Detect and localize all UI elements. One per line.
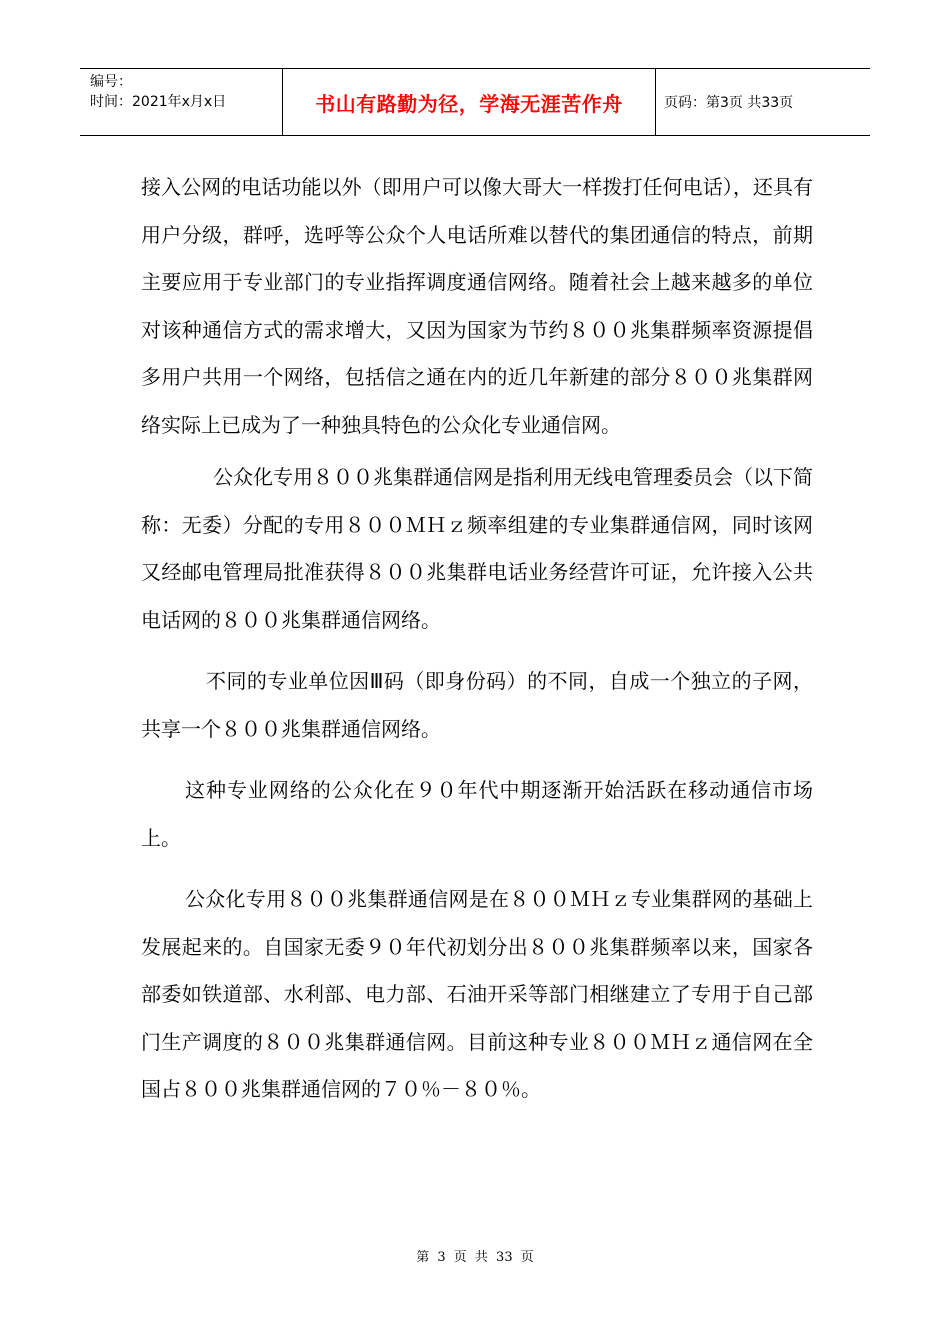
header-motto: 书山有路勤为径，学海无涯苦作舟 <box>315 91 623 116</box>
footer-page-number: 第 3 页 共 33 页 <box>416 1250 534 1265</box>
document-date: 时间：2021年x月x日 <box>90 94 227 110</box>
header-motto-cell <box>283 69 656 135</box>
header-page-info: 页码：第3页 共33页 <box>664 95 794 111</box>
header-table <box>80 68 870 136</box>
paragraph: 公众化专用８００兆集群通信网是在８００ＭＨｚ专业集群网的基础上发展起来的。自国家无委９０年代初划分出８００兆集群频率以来，国家各部委如铁道部、水利部、电力部、石油开采等部门相继建立了专用于自己部门生产调度的８００兆集群通信网。目前这种专业８００ＭＨｚ通信网在全国占８００兆集群通信网的７０％－８０％。 <box>141 887 813 1101</box>
document-number-label: 编号： <box>90 74 132 90</box>
header-meta-cell <box>80 69 283 135</box>
paragraph: 这种专业网络的公众化在９０年代中期逐渐开始活跃在移动通信市场上。 <box>141 778 813 850</box>
paragraph: 接入公网的电话功能以外（即用户可以像大哥大一样拨打任何电话），还具有用户分级，群呼，选呼等公众个人电话所难以替代的集团通信的特点，前期主要应用于专业部门的专业指挥调度通信网络。随着社会上越来越多的单位对该种通信方式的需求增大，又因为国家为节约８００兆集群频率资源提倡多用户共用一个网络，包括信之通在内的近几年新建的部分８００兆集群网络实际上已成为了一种独具特色的公众化专业通信网。 <box>141 175 813 437</box>
page-footer <box>0 1246 950 1265</box>
document-body <box>141 164 813 1114</box>
paragraph: 公众化专用８００兆集群通信网是指利用无线电管理委员会（以下简称：无委）分配的专用８００ＭＨｚ频率组建的专业集群通信网，同时该网又经邮电管理局批准获得８００兆集群电话业务经营许可证，允许接入公共电话网的８００兆集群通信网络。 <box>141 465 813 632</box>
header-page-cell <box>656 69 870 135</box>
paragraph: 不同的专业单位因Ⅲ码（即身份码）的不同，自成一个独立的子网，共享一个８００兆集群通信网络。 <box>141 669 813 741</box>
